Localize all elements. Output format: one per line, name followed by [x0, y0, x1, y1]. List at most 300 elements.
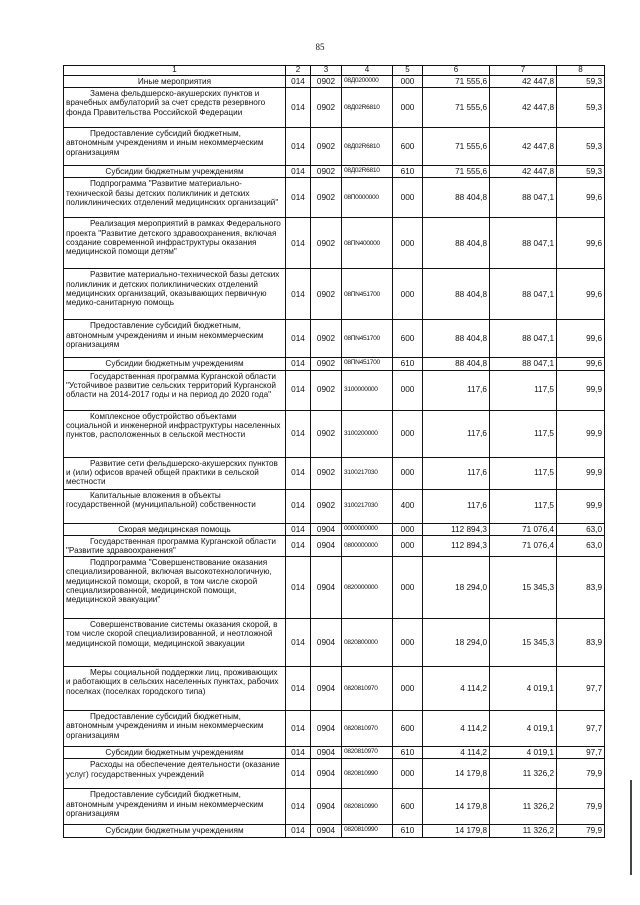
row-section-cell — [311, 166, 342, 178]
row-target-article-cell — [342, 759, 393, 789]
row-percent-cell-text: 79,9 — [586, 769, 602, 779]
row-name-cell-text: Подпрограмма "Развитие материально-технической базы детских поликлиник и детских поликлинических отделений медицинских организаций" — [66, 179, 279, 207]
row-expense-type-cell-text: 000 — [400, 385, 415, 395]
row-plan-cell-text: 88 404,8 — [455, 359, 487, 369]
row-target-article-cell-text: 08ПN451700 — [344, 359, 380, 367]
row-target-article-cell — [342, 218, 393, 269]
row-section-cell — [311, 76, 342, 88]
row-percent-cell — [557, 489, 605, 523]
row-expense-type-cell — [393, 825, 423, 837]
row-target-article-cell — [342, 320, 393, 358]
row-expense-type-cell-text: 000 — [400, 238, 415, 248]
row-section-cell — [311, 825, 342, 837]
row-fact-cell-text: 11 326,2 — [522, 802, 554, 812]
row-grbs-cell-text: 014 — [291, 724, 305, 734]
row-expense-type-cell-text: 610 — [400, 748, 415, 758]
row-target-article-cell-text: 08П0000000 — [344, 194, 379, 202]
row-expense-type-cell-text: 600 — [400, 334, 415, 344]
row-fact-cell — [490, 535, 557, 556]
row-target-article-cell-text: 0820000000 — [344, 583, 378, 591]
row-section-cell-text: 0902 — [316, 193, 336, 203]
row-section-cell-text: 0902 — [316, 334, 336, 344]
row-expense-type-cell — [393, 218, 423, 269]
row-fact-cell — [490, 128, 557, 166]
row-grbs-cell — [286, 825, 311, 837]
row-grbs-cell — [286, 128, 311, 166]
row-name-cell — [64, 178, 286, 218]
row-grbs-cell — [286, 457, 311, 489]
row-fact-cell — [490, 667, 557, 711]
row-name-cell — [64, 218, 286, 269]
row-percent-cell-text: 99,6 — [586, 289, 602, 299]
row-fact-cell-text: 71 076,4 — [522, 541, 554, 551]
row-section-cell — [311, 747, 342, 759]
row-target-article-cell — [342, 619, 393, 667]
row-section-cell — [311, 489, 342, 523]
row-fact-cell — [490, 76, 557, 88]
row-section-cell-text: 0902 — [316, 468, 336, 478]
row-grbs-cell-text: 014 — [291, 802, 305, 812]
row-target-article-cell-text: 08Д02R6810 — [344, 104, 380, 111]
row-percent-cell — [557, 320, 605, 358]
row-section-cell-text: 0902 — [316, 289, 336, 299]
row-target-article-cell — [342, 370, 393, 410]
row-target-article-cell — [342, 88, 393, 128]
row-grbs-cell-text: 014 — [291, 77, 305, 86]
table-row — [64, 619, 605, 667]
row-expense-type-cell — [393, 358, 423, 370]
row-section-cell-text: 0904 — [316, 541, 336, 551]
row-fact-cell-text: 4 019,1 — [526, 748, 554, 758]
row-section-cell — [311, 410, 342, 457]
row-percent-cell — [557, 457, 605, 489]
table-row — [64, 166, 605, 178]
row-expense-type-cell-text: 000 — [400, 769, 415, 779]
row-percent-cell — [557, 410, 605, 457]
row-name-cell-text: Предоставление субсидий бюджетным, автономным учреждениям и иным некоммерческим организациям — [66, 321, 264, 349]
row-grbs-cell — [286, 535, 311, 556]
row-target-article-cell-text: 3100217030 — [344, 469, 378, 477]
row-expense-type-cell-text: 000 — [400, 638, 415, 648]
row-grbs-cell — [286, 76, 311, 88]
row-grbs-cell-text: 014 — [291, 238, 305, 248]
row-percent-cell-text: 83,9 — [586, 638, 602, 648]
row-plan-cell — [423, 711, 490, 747]
row-name-cell-text: Предоставление субсидий бюджетным, автономным учреждениям и иным некоммерческим организациям — [66, 129, 264, 157]
row-fact-cell-text: 11 326,2 — [522, 826, 554, 836]
row-name-cell — [64, 557, 286, 619]
row-expense-type-cell — [393, 667, 423, 711]
row-percent-cell — [557, 825, 605, 837]
row-target-article-cell — [342, 489, 393, 523]
row-fact-cell-text: 71 076,4 — [522, 524, 554, 534]
row-target-article-cell-text: 0820810970 — [344, 748, 378, 756]
row-section-cell — [311, 759, 342, 789]
row-target-article-cell — [342, 523, 393, 535]
row-fact-cell-text: 88 047,1 — [522, 334, 554, 344]
row-grbs-cell — [286, 489, 311, 523]
row-expense-type-cell-text: 600 — [400, 802, 415, 812]
row-fact-cell — [490, 166, 557, 178]
row-section-cell — [311, 619, 342, 667]
table-row — [64, 457, 605, 489]
row-expense-type-cell — [393, 269, 423, 320]
table-row — [64, 269, 605, 320]
row-target-article-cell — [342, 825, 393, 837]
row-section-cell-text: 0902 — [316, 428, 336, 438]
row-name-cell — [64, 619, 286, 667]
budget-table — [63, 65, 605, 838]
row-plan-cell — [423, 789, 490, 825]
row-target-article-cell-text: 08ПN451700 — [344, 290, 380, 298]
row-section-cell — [311, 88, 342, 128]
row-percent-cell-text: 99,9 — [586, 468, 602, 478]
row-name-cell-text: Субсидии бюджетным учреждениям — [105, 167, 244, 177]
row-section-cell — [311, 457, 342, 489]
row-expense-type-cell-text: 610 — [400, 359, 415, 369]
table-row — [64, 759, 605, 789]
row-grbs-cell — [286, 88, 311, 128]
row-fact-cell — [490, 370, 557, 410]
row-target-article-cell-text: 08ПN400000 — [344, 239, 380, 247]
row-percent-cell-text: 97,7 — [586, 724, 602, 734]
row-section-cell-text: 0902 — [316, 385, 336, 395]
row-target-article-cell — [342, 557, 393, 619]
row-grbs-cell — [286, 557, 311, 619]
row-fact-cell-text: 4 019,1 — [526, 724, 554, 734]
row-percent-cell-text: 97,7 — [586, 748, 602, 758]
row-percent-cell — [557, 88, 605, 128]
row-target-article-cell-text: 08Д02R6810 — [344, 143, 380, 150]
row-fact-cell — [490, 269, 557, 320]
row-percent-cell-text: 83,9 — [586, 583, 602, 593]
row-expense-type-cell — [393, 789, 423, 825]
row-section-cell-text: 0902 — [316, 167, 336, 177]
row-target-article-cell — [342, 76, 393, 88]
row-fact-cell-text: 42 447,8 — [522, 103, 554, 113]
row-name-cell — [64, 320, 286, 358]
row-fact-cell — [490, 457, 557, 489]
row-percent-cell — [557, 523, 605, 535]
row-percent-cell-text: 99,6 — [586, 238, 602, 248]
table-row — [64, 178, 605, 218]
row-grbs-cell-text: 014 — [291, 428, 305, 438]
row-grbs-cell-text: 014 — [291, 501, 305, 511]
row-target-article-cell — [342, 457, 393, 489]
row-name-cell — [64, 410, 286, 457]
row-target-article-cell — [342, 410, 393, 457]
row-plan-cell — [423, 667, 490, 711]
row-grbs-cell — [286, 178, 311, 218]
row-name-cell — [64, 370, 286, 410]
row-target-article-cell-text: 0820810990 — [344, 803, 378, 811]
row-section-cell — [311, 218, 342, 269]
row-target-article-cell — [342, 535, 393, 556]
row-percent-cell-text: 99,6 — [586, 359, 602, 369]
row-plan-cell-text: 117,6 — [467, 428, 487, 438]
table-row — [64, 667, 605, 711]
row-plan-cell-text: 117,6 — [467, 468, 487, 478]
row-plan-cell-text: 112 894,3 — [451, 524, 487, 534]
row-section-cell — [311, 535, 342, 556]
row-grbs-cell-text: 014 — [291, 748, 305, 758]
row-expense-type-cell — [393, 320, 423, 358]
row-grbs-cell-text: 014 — [291, 684, 305, 694]
row-plan-cell-text: 112 894,3 — [451, 541, 487, 551]
row-name-cell — [64, 88, 286, 128]
row-target-article-cell-text: 08Д02R6810 — [344, 167, 380, 175]
row-section-cell — [311, 320, 342, 358]
row-plan-cell — [423, 825, 490, 837]
row-name-cell — [64, 76, 286, 88]
row-percent-cell-text: 59,3 — [586, 167, 602, 177]
row-percent-cell — [557, 358, 605, 370]
scan-edge-line — [630, 780, 632, 875]
row-percent-cell-text: 79,9 — [586, 826, 602, 836]
header-col-4: 4 — [342, 66, 393, 76]
row-plan-cell-text: 71 555,6 — [455, 142, 487, 152]
row-name-cell-text: Субсидии бюджетным учреждениям — [105, 748, 244, 758]
row-plan-cell — [423, 523, 490, 535]
row-grbs-cell — [286, 370, 311, 410]
table-row — [64, 76, 605, 88]
row-plan-cell-text: 18 294,0 — [455, 583, 487, 593]
row-section-cell-text: 0904 — [316, 638, 336, 648]
row-target-article-cell — [342, 711, 393, 747]
row-fact-cell-text: 88 047,1 — [522, 238, 554, 248]
row-percent-cell-text: 97,7 — [586, 684, 602, 694]
row-target-article-cell — [342, 789, 393, 825]
row-target-article-cell-text: 0820810990 — [344, 770, 378, 778]
row-grbs-cell-text: 014 — [291, 334, 305, 344]
row-fact-cell-text: 117,5 — [534, 501, 554, 511]
table-row — [64, 489, 605, 523]
row-name-cell — [64, 759, 286, 789]
row-fact-cell — [490, 489, 557, 523]
row-name-cell-text: Совершенствование системы оказания скорой, в том числе скорой специализированной, и неотложной медицинской помощи, медицинской эвакуации — [66, 620, 278, 648]
row-percent-cell-text: 59,3 — [586, 103, 602, 113]
row-expense-type-cell — [393, 557, 423, 619]
row-expense-type-cell — [393, 457, 423, 489]
table-row — [64, 370, 605, 410]
row-name-cell-text: Меры социальной поддержки лиц, проживающих и работающих в сельских населенных пунктах, рабочих поселках (поселках городского типа) — [66, 668, 279, 696]
row-name-cell-text: Комплексное обустройство объектами социальной и инженерной инфраструктуры населенных пунктов, расположенных в сельской местности — [66, 411, 281, 439]
row-percent-cell — [557, 557, 605, 619]
row-name-cell-text: Субсидии бюджетным учреждениям — [105, 359, 244, 369]
row-plan-cell-text: 117,6 — [467, 501, 487, 511]
row-section-cell — [311, 557, 342, 619]
row-fact-cell — [490, 747, 557, 759]
row-expense-type-cell-text: 400 — [400, 501, 415, 511]
row-name-cell — [64, 789, 286, 825]
row-grbs-cell — [286, 358, 311, 370]
row-name-cell-text: Предоставление субсидий бюджетным, автономным учреждениям и иным некоммерческим организациям — [66, 712, 264, 740]
row-section-cell — [311, 269, 342, 320]
row-fact-cell — [490, 619, 557, 667]
row-fact-cell — [490, 410, 557, 457]
header-col-1: 1 — [64, 66, 286, 76]
row-section-cell-text: 0904 — [316, 802, 336, 812]
row-plan-cell-text: 4 114,2 — [460, 684, 487, 694]
row-grbs-cell-text: 014 — [291, 359, 305, 369]
row-plan-cell — [423, 218, 490, 269]
table-row — [64, 747, 605, 759]
row-percent-cell — [557, 269, 605, 320]
row-fact-cell-text: 117,5 — [534, 428, 554, 438]
row-fact-cell-text: 15 345,3 — [522, 583, 554, 593]
table-row — [64, 825, 605, 837]
row-name-cell — [64, 128, 286, 166]
row-percent-cell-text: 99,9 — [586, 428, 602, 438]
row-target-article-cell-text: 0000000000 — [344, 524, 378, 532]
row-expense-type-cell — [393, 128, 423, 166]
row-grbs-cell — [286, 759, 311, 789]
row-section-cell-text: 0902 — [316, 501, 336, 511]
row-expense-type-cell — [393, 410, 423, 457]
row-percent-cell — [557, 789, 605, 825]
row-expense-type-cell — [393, 370, 423, 410]
row-fact-cell — [490, 711, 557, 747]
row-section-cell-text: 0902 — [316, 77, 336, 86]
row-section-cell-text: 0904 — [316, 524, 336, 534]
row-name-cell-text: Замена фельдшерско-акушерских пунктов и врачебных амбулаторий за счет средств резервного фонда Правительства Российской Федерации — [66, 89, 266, 117]
row-expense-type-cell-text: 610 — [400, 167, 415, 177]
row-name-cell — [64, 166, 286, 178]
table-row — [64, 320, 605, 358]
row-percent-cell-text: 79,9 — [586, 802, 602, 812]
row-fact-cell — [490, 759, 557, 789]
header-col-6: 6 — [423, 66, 490, 76]
table-row — [64, 557, 605, 619]
row-fact-cell-text: 15 345,3 — [522, 638, 554, 648]
row-grbs-cell-text: 014 — [291, 103, 305, 113]
row-name-cell-text: Предоставление субсидий бюджетным, автономным учреждениям и иным некоммерческим организациям — [66, 790, 264, 818]
row-plan-cell-text: 88 404,8 — [455, 334, 487, 344]
row-section-cell-text: 0904 — [316, 826, 336, 836]
row-grbs-cell-text: 014 — [291, 385, 305, 395]
header-col-2: 2 — [286, 66, 311, 76]
row-percent-cell-text: 63,0 — [586, 541, 602, 551]
row-target-article-cell — [342, 128, 393, 166]
row-name-cell-text: Государственная программа Курганской области "Устойчивое развитие сельских территорий Курганской области на 2014-2017 годы и на период до 2020 года" — [66, 371, 276, 399]
row-expense-type-cell-text: 000 — [400, 77, 415, 86]
row-expense-type-cell-text: 000 — [400, 541, 415, 551]
table-row — [64, 711, 605, 747]
row-percent-cell — [557, 667, 605, 711]
row-expense-type-cell — [393, 619, 423, 667]
row-plan-cell-text: 14 179,8 — [455, 826, 487, 836]
row-percent-cell — [557, 711, 605, 747]
row-name-cell — [64, 269, 286, 320]
row-grbs-cell-text: 014 — [291, 142, 305, 152]
row-target-article-cell-text: 08ПN451700 — [344, 335, 380, 343]
row-section-cell — [311, 667, 342, 711]
row-section-cell — [311, 711, 342, 747]
row-name-cell — [64, 747, 286, 759]
row-plan-cell-text: 14 179,8 — [455, 802, 487, 812]
row-expense-type-cell-text: 610 — [400, 826, 415, 836]
row-section-cell-text: 0902 — [316, 103, 336, 113]
table-row — [64, 789, 605, 825]
row-expense-type-cell — [393, 166, 423, 178]
row-name-cell-text: Развитие сети фельдшерско-акушерских пунктов и (или) офисов врачей общей практики в сельской местности — [66, 458, 278, 486]
row-percent-cell — [557, 619, 605, 667]
row-expense-type-cell-text: 600 — [400, 724, 415, 734]
row-name-cell-text: Капитальные вложения в объекты государственной (муниципальной) собственности — [66, 490, 256, 509]
row-name-cell-text: Субсидии бюджетным учреждениям — [105, 826, 244, 836]
row-fact-cell — [490, 523, 557, 535]
row-target-article-cell — [342, 269, 393, 320]
row-target-article-cell-text: 0820800000 — [344, 638, 378, 646]
row-fact-cell-text: 11 326,2 — [522, 769, 554, 779]
row-name-cell — [64, 457, 286, 489]
row-name-cell — [64, 711, 286, 747]
row-plan-cell-text: 71 555,6 — [455, 167, 487, 177]
row-name-cell-text: Реализация мероприятий в рамках Федерального проекта "Развитие детского здравоохранения, включая создание современной инфраструктуры оказания медицинской помощи детям" — [66, 219, 281, 256]
row-section-cell-text: 0904 — [316, 583, 336, 593]
row-percent-cell — [557, 370, 605, 410]
row-fact-cell — [490, 825, 557, 837]
row-section-cell — [311, 523, 342, 535]
row-percent-cell-text: 59,3 — [586, 142, 602, 152]
table-row — [64, 410, 605, 457]
row-fact-cell-text: 42 447,8 — [522, 167, 554, 177]
row-fact-cell-text: 117,5 — [534, 468, 554, 478]
row-fact-cell — [490, 218, 557, 269]
row-target-article-cell-text: 0800000000 — [344, 542, 378, 550]
header-col-5: 5 — [393, 66, 423, 76]
row-name-cell-text: Подпрограмма "Совершенствование оказания специализированной, включая высокотехнологичную, медицинской помощи, скорой, в том числе скорой специализированной, медицинской помощи, медицинской эвакуации" — [66, 558, 272, 604]
row-fact-cell-text: 42 447,8 — [522, 142, 554, 152]
table-row — [64, 88, 605, 128]
row-plan-cell-text: 14 179,8 — [455, 769, 487, 779]
row-name-cell-text: Скорая медицинская помощь — [118, 524, 231, 534]
row-grbs-cell-text: 014 — [291, 468, 305, 478]
row-plan-cell-text: 88 404,8 — [455, 238, 487, 248]
row-section-cell-text: 0902 — [316, 359, 336, 369]
row-expense-type-cell — [393, 535, 423, 556]
row-target-article-cell — [342, 747, 393, 759]
row-plan-cell — [423, 457, 490, 489]
row-expense-type-cell — [393, 178, 423, 218]
row-fact-cell-text: 88 047,1 — [522, 359, 554, 369]
row-name-cell — [64, 523, 286, 535]
row-percent-cell — [557, 178, 605, 218]
row-plan-cell-text: 71 555,6 — [455, 77, 487, 86]
row-grbs-cell-text: 014 — [291, 769, 305, 779]
row-expense-type-cell-text: 000 — [400, 289, 415, 299]
row-plan-cell — [423, 76, 490, 88]
header-col-3: 3 — [311, 66, 342, 76]
row-plan-cell-text: 4 114,2 — [460, 748, 487, 758]
table-header-row — [64, 66, 605, 76]
row-fact-cell — [490, 88, 557, 128]
row-percent-cell — [557, 166, 605, 178]
row-section-cell-text: 0902 — [316, 238, 336, 248]
row-fact-cell-text: 88 047,1 — [522, 289, 554, 299]
row-name-cell-text: Государственная программа Курганской области "Развитие здравоохранения" — [66, 536, 276, 555]
row-plan-cell-text: 4 114,2 — [460, 724, 487, 734]
row-grbs-cell — [286, 789, 311, 825]
row-percent-cell — [557, 535, 605, 556]
row-target-article-cell-text: 0820810970 — [344, 724, 378, 732]
row-grbs-cell — [286, 269, 311, 320]
row-expense-type-cell — [393, 747, 423, 759]
row-expense-type-cell — [393, 523, 423, 535]
row-expense-type-cell-text: 000 — [400, 524, 415, 534]
row-section-cell-text: 0902 — [316, 142, 336, 152]
row-grbs-cell — [286, 320, 311, 358]
